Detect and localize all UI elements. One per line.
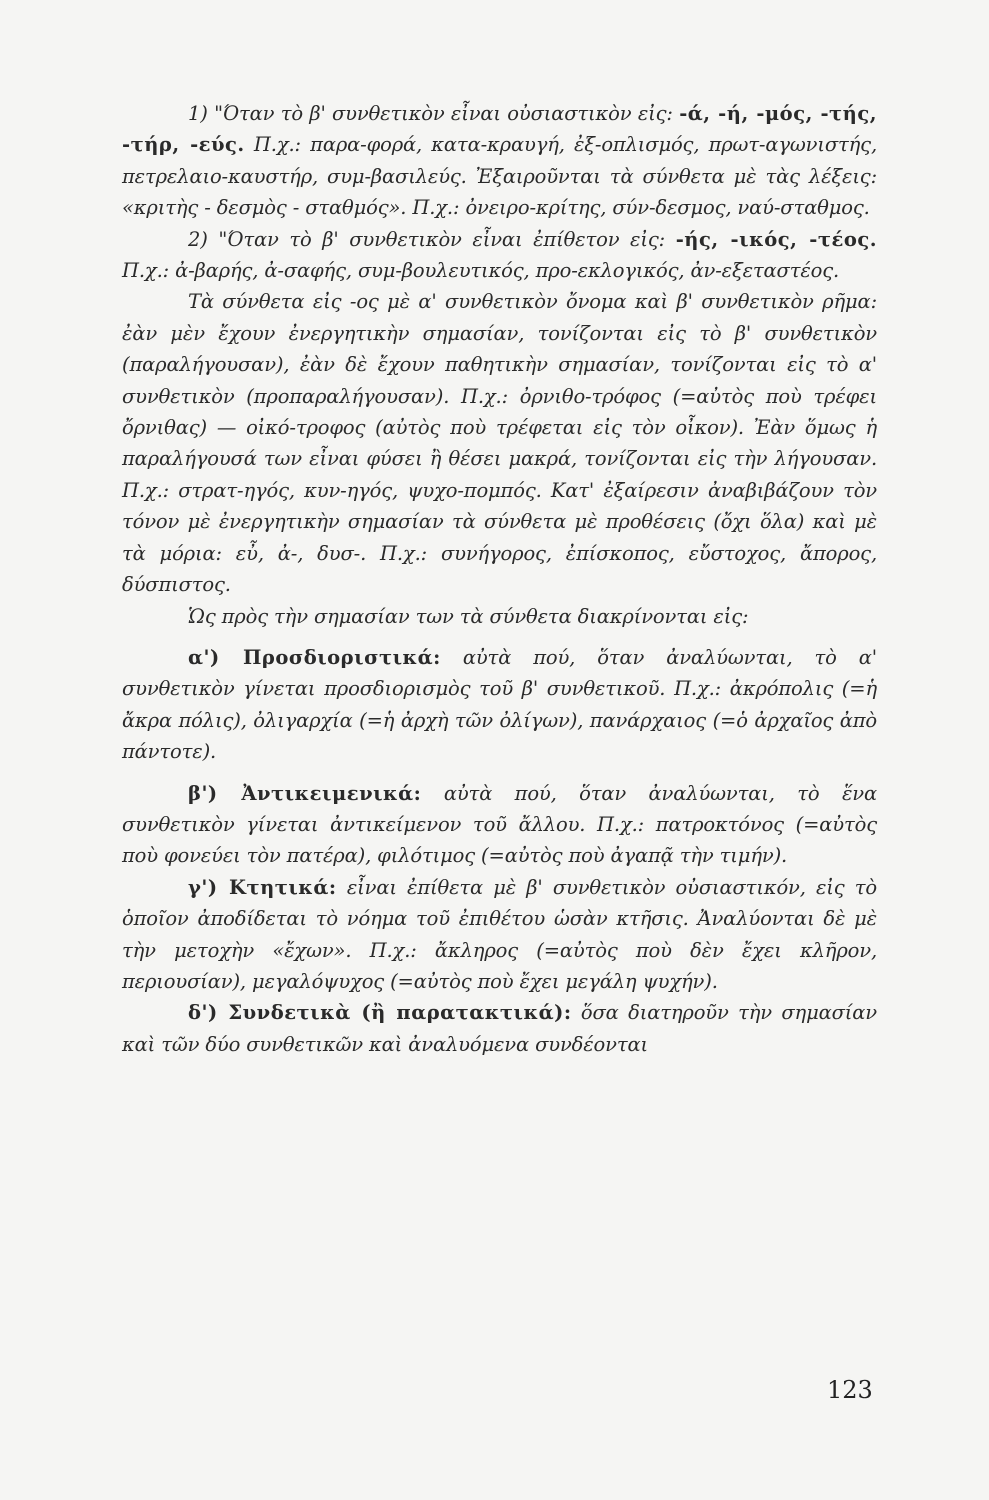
- paragraph-3: [122, 286, 877, 600]
- bold-heading: δ') Συνδετικὰ (ἢ παρατακτικά):: [188, 1001, 572, 1025]
- bold-suffixes: -ής, -ικός, -τέος.: [675, 227, 877, 251]
- text-run: αὐτὰ πού, ὅταν ἀναλύωνται, τὸ α' συνθετικὸν γίνεται προσδιορισμὸς τοῦ β' συνθετικοῦ. Π.χ.: ἀκρόπολις (=ἡ ἄκρα πόλις), ὀλιγαρχία (=ἡ ἀρχὴ τῶν ὀλίγων), πανάρχαιος (=ὁ ἀρχαῖος ἀπὸ πάντοτε).: [122, 645, 877, 764]
- text-run: 2) "Όταν τὸ β' συνθετικὸν εἶναι ἐπίθετον εἰς:: [188, 227, 676, 251]
- body-text: [122, 98, 877, 1060]
- text-run: εἶναι ἐπίθετα μὲ β' συνθετικὸν οὐσιαστικόν, εἰς τὸ ὁποῖον ἀποδίδεται τὸ νόημα τοῦ ἐπιθέτου ὡσὰν κτῆσις. Ἀναλύονται δὲ μὲ τὴν μετοχὴν «ἔχων». Π.χ.: ἄκληρος (=αὐτὸς ποὺ δὲν ἔχει κλῆρον, περιουσίαν), μεγαλόψυχος (=αὐτὸς ποὺ ἔχει μεγάλη ψυχήν).: [122, 875, 877, 993]
- text-run: Π.χ.: παρα-φορά, κατα-κραυγή, ἐξ-οπλισμός, πρωτ-αγωνιστής, πετρελαιο-καυστήρ, συμ-βασιλεύς. Ἐξαιροῦνται τὰ σύνθετα μὲ τὰς λέξεις: «κριτὴς - δεσμὸς - σταθμός». Π.χ.: ὀνειρο-κρίτης, σύν-δεσμος, ναύ-σταθμος.: [122, 133, 878, 220]
- paragraph-8: [122, 997, 877, 1060]
- paragraph-4: [122, 601, 877, 632]
- paragraph-5: [122, 642, 877, 768]
- bold-heading: β') Ἀντικειμενικά:: [188, 781, 422, 805]
- text-run: 1) "Όταν τὸ β' συνθετικὸν εἶναι οὐσιαστικὸν εἰς:: [188, 102, 680, 125]
- paragraph-6: [122, 778, 877, 872]
- text-run: Π.χ.: ἀ-βαρής, ἀ-σαφής, συμ-βουλευτικός, προ-εκλογικός, ἀν-εξεταστέος.: [122, 259, 840, 283]
- text-run: αὐτὰ πού, ὅταν ἀναλύωνται, τὸ ἕνα συνθετικὸν γίνεται ἀντικείμενον τοῦ ἄλλου. Π.χ.: πατροκτόνος (=αὐτὸς ποὺ φονεύει τὸν πατέρα), φιλότιμος (=αὐτὸς ποὺ ἀγαπᾷ τὴν τιμήν).: [122, 781, 878, 868]
- paragraph-1: [122, 98, 877, 224]
- paragraph-7: [122, 872, 877, 998]
- bold-suffixes: -ά, -ή, -μός, -τής, -τήρ, -εύς.: [122, 102, 878, 157]
- bold-heading: α') Προσδιοριστικά:: [188, 645, 441, 669]
- bold-heading: γ') Κτητικά:: [188, 875, 337, 899]
- page-number: 123: [827, 1376, 873, 1404]
- paragraph-2: [122, 224, 877, 287]
- text-run: ὅσα διατηροῦν τὴν σημασίαν καὶ τῶν δύο συνθετικῶν καὶ ἀναλυόμενα συνδέονται: [122, 1001, 877, 1056]
- text-run: Ὡς πρὸς τὴν σημασίαν των τὰ σύνθετα διακρίνονται εἰς:: [188, 604, 749, 628]
- text-run: Τὰ σύνθετα εἰς -ος μὲ α' συνθετικὸν ὄνομα καὶ β' συνθετικὸν ρῆμα: ἐὰν μὲν ἔχουν ἐνεργητικὴν σημασίαν, τονίζονται εἰς τὸ β' συνθετικὸν (παραλήγουσαν), ἐὰν δὲ ἔχουν παθητικὴν σημασίαν, τονίζονται εἰς τὸ α' συνθετικὸν (προπαραλήγουσαν). Π.χ.: ὀρνιθο-τρόφος (=αὐτὸς ποὺ τρέφει ὄρνιθας) — οἰκό-τροφος (αὐτὸς ποὺ τρέφεται εἰς τὸν οἶκον). Ἐὰν ὅμως ἡ παραλήγουσά των εἶναι φύσει ἢ θέσει μακρά, τονίζονται εἰς τὴν λήγουσαν. Π.χ.: στρατ-ηγός, κυν-ηγός, ψυχο-πομπός. Κατ' ἐξαίρεσιν ἀναβιβάζουν τὸν τόνον μὲ ἐνεργητικὴν σημασίαν τὰ σύνθετα μὲ προθέσεις (ὄχι ὅλα) καὶ μὲ τὰ μόρια: εὖ, ἀ-, δυσ-. Π.χ.: συνήγορος, ἐπίσκοπος, εὔστοχος, ἄπορος, δύσπιστος.: [122, 290, 877, 597]
